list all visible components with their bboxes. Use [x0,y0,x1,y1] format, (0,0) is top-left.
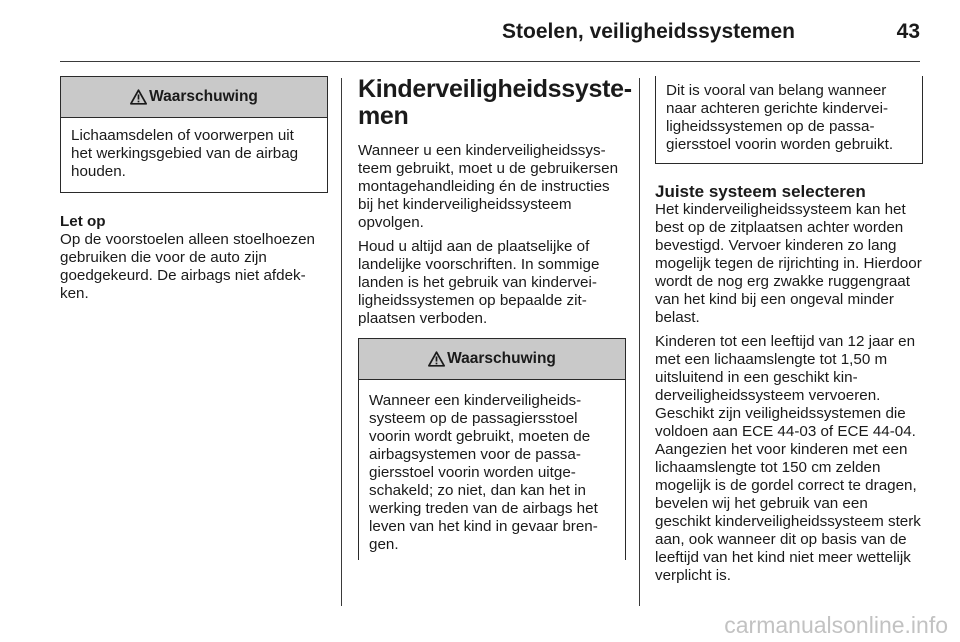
section-title: Kinderveiligheidssystemen [358,75,633,130]
warning-header [359,339,625,380]
warning-text: Lichaamsdelen of voorwerpen uit het werkingsgebied van de airbag houden. [71,127,299,180]
warning-header [61,77,327,118]
note-title: Let op [60,213,106,230]
warning-box [60,76,328,193]
column-3 [655,76,923,585]
watermark: carmanualsonline.info [724,612,948,638]
paragraph: Kinderen tot een leeftijd van 12 jaar en met een lichaamslengte tot 1,50 m uitsluitend in een geschikt kinderveiligheidssysteem vervoeren. Geschikt zijn veiligheidssystemen die voldoen aan ECE 44-03 of ECE 44-04. Aangezien het voor kinderen met een lichaamslengte tot 150 cm zelden mogelijk is de gordel correct te dragen, bevelen wij het gebruik van een geschikt kinderveiligheidssysteem sterk aan, ook wanneer dit op basis van de leeftijd van het kind niet meer wettelijk verplicht is. [655,333,921,584]
warning-box-continued [655,76,923,164]
page-header-title: Stoelen, veiligheidssystemen [502,20,795,43]
column-2 [358,75,633,560]
paragraph: Houd u altijd aan de plaatselijke of landelijke voorschriften. In sommige landen is het gebruik van kinderveiligheidssystemen op bepaalde zitplaatsen verboden. [358,238,600,327]
warning-heading: Waarschuwing [149,88,258,105]
column-divider-1 [341,78,342,606]
subsection-title: Juiste systeem selecteren [655,182,866,201]
column-divider-2 [639,78,640,606]
note-text: Op de voorstoelen alleen stoelhoezen gebruiken die voor de auto zijn goedgekeurd. De airbags niet afdekken. [60,231,315,302]
paragraph: Het kinderveiligheidssysteem kan het best op de zitplaatsen achter worden bevestigd. Vervoer kinderen zo lang mogelijk tegen de rijrichting in. Hierdoor wordt de nog erg zwakke ruggengraat van het kind bij een ongeval minder belast. [655,201,922,326]
warning-triangle-icon [130,89,147,105]
paragraph: Wanneer u een kinderveiligheidssysteem gebruikt, moet u de gebruikersen montagehandleiding én de instructies bij het kinderveiligheidssysteem opvolgen. [358,142,619,231]
page-number: 43 [896,20,920,43]
column-1 [60,76,328,303]
warning-box [358,338,626,560]
warning-text: Dit is vooral van belang wanneer naar achteren gerichte kinderveiligheidssystemen op de passagiersstoel voorin worden gebruikt. [666,82,894,153]
warning-text: Wanneer een kinderveiligheidssysteem op de passagiersstoel voorin wordt gebruikt, moeten de airbagsystemen voor de passagiersstoel voorin worden uitgeschakeld; zo niet, dan kan het in werking treden van de airbags het leven van het kind in gevaar brengen. [369,392,598,553]
header-rule [60,61,920,62]
warning-heading: Waarschuwing [447,350,556,367]
warning-triangle-icon [428,351,445,367]
